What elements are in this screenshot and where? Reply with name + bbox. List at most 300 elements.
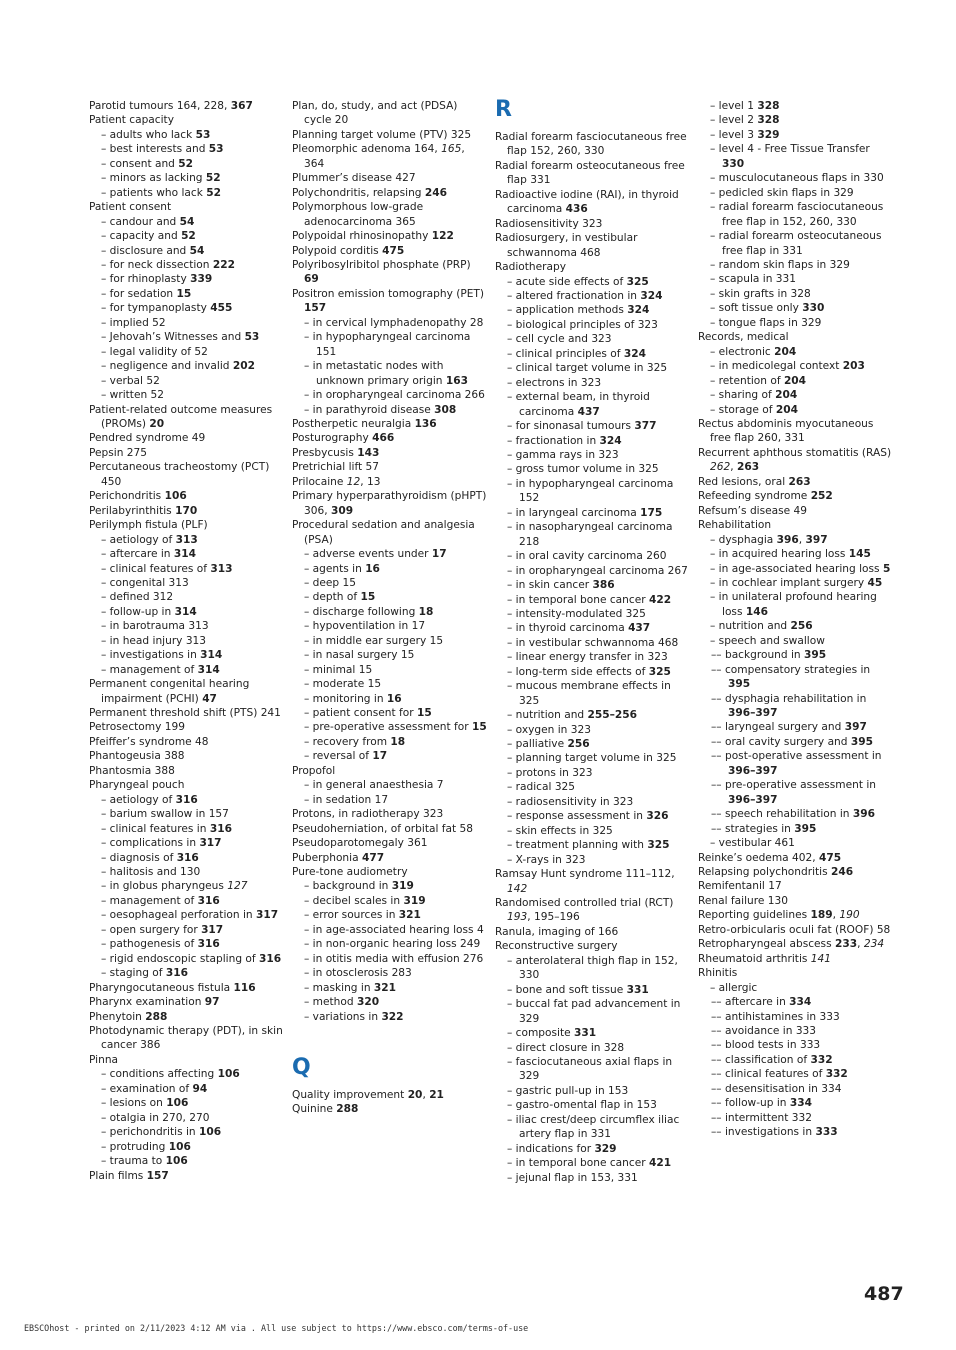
entry-text: best interests and [109, 143, 209, 156]
index-subentry: – best interests and 53 [101, 143, 224, 156]
entry-text: in age-associated hearing loss [718, 562, 883, 575]
page-ref-bold: 94 [192, 1082, 208, 1095]
entry-text: minimal 15 [312, 663, 373, 676]
entry-text: Records, medical [698, 331, 789, 344]
entry-text: compensatory strategies in [724, 663, 871, 676]
page-ref-bold: 203 [842, 360, 865, 373]
entry-text: Polychondritis, relapsing [292, 186, 425, 199]
index-subentry: – in non-organic hearing loss 249 [304, 938, 481, 951]
page-ref-bold: 314 [173, 548, 196, 561]
entry-text: written 52 [109, 389, 165, 402]
index-subentry: – allergic [710, 981, 758, 994]
entry-text: skin grafts in 328 [718, 287, 811, 300]
index-subentry: – in cochlear implant surgery 45 [710, 576, 883, 589]
entry-text: Polymorphous low-grade adenocarcinoma 365 [292, 201, 424, 228]
page-ref-bold: 328 [757, 114, 780, 127]
entry-text: investigations in [109, 649, 201, 662]
index-subentry: – in otitis media with effusion 276 [304, 952, 484, 965]
index-subentry: – application methods 324 [507, 304, 650, 317]
index-column-2 [292, 99, 488, 1117]
index-entry [292, 186, 488, 200]
entry-text: halitosis and 130 [109, 866, 201, 879]
entry-text: X-rays in 323 [515, 853, 586, 866]
index-subentry: – decibel scales in 319 [304, 894, 426, 907]
index-subentry: – clinical features in 316 [101, 822, 232, 835]
index-entry [292, 244, 488, 258]
index-subentry: –– desensitisation in 334 [711, 1082, 842, 1095]
entry-text: examination of [109, 1082, 193, 1095]
index-subentry: –– blood tests in 333 [711, 1039, 821, 1052]
entry-text: Randomised controlled trial (RCT) [495, 897, 674, 910]
entry-text: in hypopharyngeal carcinoma 151 [312, 331, 471, 358]
index-entry [292, 475, 488, 489]
entry-text: clinical principles of [515, 347, 624, 360]
index-entry [495, 260, 691, 274]
page-ref-bold: 396–397 [728, 707, 778, 720]
entry-text: fractionation in [515, 434, 600, 447]
index-subentry: – clinical features of 313 [101, 562, 233, 575]
index-entry [698, 518, 894, 532]
page-ref-bold: 334 [789, 996, 812, 1009]
index-subentry: – written 52 [101, 389, 165, 402]
index-entry [495, 896, 691, 925]
page-ref-bold: 324 [623, 347, 646, 360]
entry-text: Jehovah’s Witnesses and [109, 331, 245, 344]
index-subentry: – in skin cancer 386 [507, 579, 615, 592]
entry-text: in unilateral profound hearing loss [718, 591, 877, 618]
index-subentry: – in otosclerosis 283 [304, 967, 412, 980]
entry-text: pre-operative assessment in [724, 779, 876, 792]
index-entry [89, 446, 285, 460]
index-subentry: – skin grafts in 328 [710, 287, 811, 300]
index-entry [89, 113, 285, 127]
entry-text: lesions on [109, 1097, 167, 1110]
entry-text: Petrosectomy 199 [89, 721, 185, 734]
page-ref-bold: 314 [200, 649, 223, 662]
entry-text: moderate 15 [312, 678, 382, 691]
entry-text: Phantosmia 388 [89, 764, 175, 777]
entry-text: aetiology of [109, 793, 176, 806]
index-subentry: – in sedation 17 [304, 793, 389, 806]
page-ref-bold: 54 [189, 244, 205, 257]
entry-text: level 4 - Free Tissue Transfer [718, 143, 870, 156]
page-ref-bold: 395 [850, 735, 873, 748]
index-subentry: – planning target volume in 325 [507, 752, 677, 765]
entry-text: , 364 [304, 143, 465, 170]
index-subentry: – indications for 329 [507, 1142, 617, 1155]
index-subentry: – variations in 322 [304, 1010, 404, 1023]
index-subentry: – tongue flaps in 329 [710, 316, 822, 329]
page-ref-bold: 475 [818, 851, 842, 864]
index-subentry: – anterolateral thigh flap in 152, 330 [507, 954, 678, 982]
index-subentry: – adults who lack 53 [101, 128, 211, 141]
index-subentry: – halitosis and 130 [101, 866, 201, 879]
entry-text: Procedural sedation and analgesia (PSA) [292, 519, 475, 546]
index-subentry: – level 3 329 [710, 128, 780, 141]
index-subentry: – in acquired hearing loss 145 [710, 548, 871, 561]
page-ref-bold: 69 [304, 273, 319, 286]
entry-text: in temporal bone cancer [515, 1157, 649, 1170]
entry-text: Pharyngocutaneous fistula [89, 981, 234, 994]
index-subentry: – gross tumor volume in 325 [507, 463, 659, 476]
entry-text: Pleomorphic adenoma 164, [292, 143, 442, 156]
index-subentry: –– oral cavity surgery and 395 [711, 735, 873, 748]
entry-text: aftercare in [724, 996, 790, 1009]
entry-text: complications in [109, 837, 200, 850]
index-entry [292, 99, 488, 128]
page-ref-bold: 422 [648, 593, 672, 606]
entry-text: in otosclerosis 283 [312, 967, 412, 980]
entry-text: Radial forearm fasciocutaneous free flap 152, 260, 330 [495, 131, 687, 158]
index-subentry: – perichondritis in 106 [101, 1126, 222, 1139]
index-subentry: – oesophageal perforation in 317 [101, 909, 279, 922]
entry-text: radial forearm osteocutaneous free flap in 331 [718, 230, 882, 257]
index-subentry: – storage of 204 [710, 403, 798, 416]
index-subentry: – conditions affecting 106 [101, 1068, 240, 1081]
entry-text: in thyroid carcinoma [515, 622, 629, 635]
page-ref-bold: 316 [165, 967, 189, 980]
page-ref-bold: 325 [626, 275, 649, 288]
entry-text: in general anaesthesia 7 [312, 779, 444, 792]
entry-text: in nasal surgery 15 [312, 649, 415, 662]
index-entry [495, 159, 691, 188]
page-ref-bold: 339 [190, 273, 213, 286]
index-subentry: – composite 331 [507, 1027, 597, 1040]
page-ref-bold: 317 [199, 837, 222, 850]
index-subentry: –– background in 395 [711, 649, 827, 662]
index-subentry: – nutrition and 255–256 [507, 709, 638, 722]
page-ref-bold: 263 [788, 475, 811, 488]
index-subentry: – buccal fat pad advancement in 329 [507, 998, 681, 1025]
entry-text: Phenytoin [89, 1010, 146, 1023]
entry-text: in temporal bone cancer [515, 593, 649, 606]
entry-text: avoidance in 333 [724, 1025, 817, 1037]
page-ref-bold: 17 [372, 750, 388, 763]
entry-text: Perilabyrinthitis [89, 504, 176, 517]
page-ref-bold: 53 [208, 143, 224, 156]
page-ref-bold: 466 [372, 432, 395, 445]
page-ref-bold: 222 [212, 258, 235, 271]
index-subentry: – soft tissue only 330 [710, 302, 825, 315]
entry-text: mucous membrane effects in 325 [515, 680, 671, 707]
entry-text: biological principles of 323 [515, 318, 658, 331]
index-entry [292, 417, 488, 431]
index-subentry: – discharge following 18 [304, 605, 434, 618]
entry-text: Relapsing polychondritis [698, 866, 831, 879]
page-ref-bold: 317 [201, 923, 224, 936]
index-entry [292, 1102, 488, 1116]
index-subentry: – error sources in 321 [304, 909, 421, 922]
entry-text: radical 325 [515, 781, 576, 794]
entry-text: Quinine [292, 1103, 337, 1116]
entry-text: Planning target volume (PTV) 325 [292, 128, 472, 141]
index-entry [292, 171, 488, 185]
entry-text: discharge following [312, 605, 419, 618]
page-ref-bold: 122 [431, 230, 454, 243]
index-subentry: – nutrition and 256 [710, 620, 813, 633]
index-subentry: – follow-up in 314 [101, 605, 197, 618]
index-subentry: –– avoidance in 333 [711, 1025, 817, 1037]
entry-text: implied 52 [109, 316, 166, 329]
entry-text: verbal 52 [109, 374, 160, 387]
index-subentry: – in hypopharyngeal carcinoma 151 [304, 331, 471, 358]
entry-text: sharing of [718, 389, 776, 402]
page-ref-bold: 396 [776, 533, 799, 546]
entry-text: desensitisation in 334 [724, 1082, 842, 1095]
index-entry [89, 489, 285, 503]
index-entry [89, 431, 285, 445]
index-subentry: – aftercare in 314 [101, 548, 196, 561]
page-ref-bold: 397 [844, 721, 867, 734]
index-subentry: – in globus pharyngeus 127 [101, 880, 248, 893]
entry-text: in nasopharyngeal carcinoma 218 [515, 521, 673, 548]
index-subentry: –– intermittent 332 [711, 1111, 813, 1124]
page-ref-bold: 319 [391, 880, 414, 893]
page-ref-bold: 256 [567, 738, 590, 751]
index-subentry: – level 4 - Free Tissue Transfer 330 [710, 143, 870, 170]
index-subentry: – mucous membrane effects in 325 [507, 680, 671, 707]
index-entry [89, 518, 285, 532]
page-ref-italic: 193 [507, 911, 528, 924]
index-entry [292, 258, 488, 287]
index-subentry: –– investigations in 333 [711, 1126, 838, 1139]
page-ref-bold: 367 [230, 100, 253, 112]
page-ref-bold: 313 [210, 562, 233, 575]
page-ref-bold: 202 [232, 360, 256, 373]
entry-text: Photodynamic therapy (PDT), in skin cancer 386 [89, 1025, 283, 1052]
page-ref-bold: 15 [360, 591, 376, 604]
index-entry [89, 99, 285, 113]
entry-text: Reconstructive surgery [495, 940, 618, 953]
entry-text: scapula in 331 [718, 273, 796, 286]
entry-text: Plain films [89, 1169, 147, 1182]
index-subentry: – negligence and invalid 202 [101, 360, 256, 373]
entry-text: management of [109, 663, 198, 676]
index-subentry: – candour and 54 [101, 215, 195, 228]
index-entry [495, 130, 691, 159]
page-ref-bold: 106 [166, 1097, 189, 1110]
entry-text: level 3 [718, 128, 758, 141]
page-ref-bold: 322 [381, 1010, 404, 1023]
entry-text: musculocutaneous flaps in 330 [718, 172, 884, 185]
entry-text: in cochlear implant surgery [718, 576, 868, 589]
entry-text: management of [109, 894, 198, 907]
entry-text: planning target volume in 325 [515, 752, 677, 765]
index-subentry: – linear energy transfer in 323 [507, 651, 668, 664]
page-ref-bold: 334 [789, 1097, 812, 1110]
index-subentry: – masking in 321 [304, 981, 397, 994]
index-subentry: – for tympanoplasty 455 [101, 302, 233, 315]
index-subentry: – radial forearm fasciocutaneous free flap in 152, 260, 330 [710, 201, 884, 228]
index-subentry: – implied 52 [101, 316, 166, 329]
entry-text: Pretrichial lift 57 [292, 461, 380, 474]
index-subentry: – aetiology of 313 [101, 533, 198, 546]
index-entry [89, 1010, 285, 1024]
entry-text: random skin flaps in 329 [718, 258, 850, 271]
entry-text: defined 312 [109, 591, 174, 604]
index-subentry: – biological principles of 323 [507, 318, 658, 331]
entry-text: direct closure in 328 [515, 1041, 625, 1054]
index-subentry: –– classification of 332 [711, 1053, 833, 1066]
entry-text: agents in [312, 562, 366, 575]
index-subentry: – oxygen in 323 [507, 723, 591, 736]
entry-text: composite [515, 1027, 575, 1040]
index-subentry: – fasciocutaneous axial flaps in 329 [507, 1056, 673, 1083]
page-ref-bold: 332 [810, 1053, 833, 1066]
index-subentry: – hypoventilation in 17 [304, 620, 426, 633]
page-ref-bold: 316 [197, 938, 220, 951]
index-entry [89, 735, 285, 749]
index-subentry: – adverse events under 17 [304, 548, 447, 561]
index-subentry: –– antihistamines in 333 [711, 1010, 840, 1023]
index-entry [698, 446, 894, 475]
page-ref-bold: 106 [164, 490, 187, 503]
entry-text: Patient-related outcome measures (PROMs) [89, 403, 273, 430]
page-ref-bold: 455 [210, 302, 233, 315]
index-entry [495, 867, 691, 896]
entry-text: clinical target volume in 325 [515, 362, 668, 375]
page-ref-bold: 157 [146, 1169, 169, 1182]
index-entry [495, 231, 691, 260]
index-entry [292, 822, 488, 836]
index-subentry: – rigid endoscopic stapling of 316 [101, 952, 282, 965]
entry-text: altered fractionation in [515, 289, 641, 302]
page-ref-bold: 246 [424, 186, 448, 199]
entry-text: in barotrauma 313 [109, 620, 209, 633]
page-ref-bold: 329 [594, 1142, 617, 1155]
index-subentry: – investigations in 314 [101, 649, 223, 662]
entry-text: nutrition and [718, 620, 791, 633]
index-subentry: – agents in 16 [304, 562, 380, 575]
page-ref-bold: 332 [825, 1068, 848, 1081]
entry-text: Retropharyngeal abscess [698, 938, 835, 951]
entry-text: gastro-omental flap in 153 [515, 1099, 657, 1112]
page-ref-bold: 15 [471, 721, 487, 734]
entry-text: in sedation 17 [312, 793, 389, 806]
page-ref-bold: 316 [259, 952, 282, 965]
page-ref-bold: 314 [197, 663, 220, 676]
entry-text: in cervical lymphadenopathy 28 [312, 316, 484, 329]
index-subentry: – acute side effects of 325 [507, 275, 649, 288]
page-ref-bold: 326 [646, 810, 669, 823]
entry-text: Permanent congenital hearing impairment (PCHI) [89, 678, 250, 705]
entry-text: barium swallow in 157 [109, 808, 229, 821]
index-subentry: – speech and swallow [710, 634, 825, 647]
page-ref-bold: 316 [197, 894, 220, 907]
index-subentry: – in age-associated hearing loss 4 [304, 923, 484, 936]
page-ref-italic: 190 [839, 909, 860, 922]
page-ref-bold: 116 [233, 981, 256, 994]
page-ref-bold: 325 [648, 665, 671, 678]
entry-text: , [832, 909, 840, 922]
index-subentry: – trauma to 106 [101, 1155, 188, 1168]
entry-text: protons in 323 [515, 766, 593, 779]
index-subentry: –– dysphagia rehabilitation in 396–397 [711, 692, 867, 720]
index-subentry: – intensity-modulated 325 [507, 607, 646, 620]
page-ref-italic: 141 [810, 952, 832, 965]
entry-text: Red lesions, oral [698, 475, 789, 488]
index-entry [292, 764, 488, 778]
index-subentry: – moderate 15 [304, 678, 382, 691]
entry-text: clinical features of [724, 1068, 826, 1081]
entry-text: in medicolegal context [718, 360, 843, 373]
entry-text: nutrition and [515, 709, 588, 722]
index-subentry: – gastro-omental flap in 153 [507, 1099, 657, 1112]
entry-text: investigations in [724, 1126, 816, 1139]
index-subentry: –– clinical features of 332 [711, 1068, 848, 1081]
entry-text: deep 15 [312, 576, 357, 589]
index-subentry: – in thyroid carcinoma 437 [507, 622, 651, 635]
index-subentry: – response assessment in 326 [507, 810, 669, 823]
page-ref-bold: 106 [217, 1068, 240, 1081]
entry-text: treatment planning with [515, 839, 648, 852]
page-ref-bold: 20 [407, 1089, 423, 1101]
index-entry [292, 200, 488, 229]
index-subentry: – Jehovah’s Witnesses and 53 [101, 331, 260, 344]
entry-text: negligence and invalid [109, 360, 233, 373]
entry-text: intermittent 332 [724, 1111, 813, 1124]
index-subentry: – in metastatic nodes with unknown primary origin 163 [304, 360, 468, 387]
index-entry [292, 287, 488, 316]
entry-text: candour and [109, 215, 180, 228]
entry-text: response assessment in [515, 810, 647, 823]
entry-text: Polypoid corditis [292, 244, 383, 257]
index-entry [698, 879, 894, 893]
index-entry [495, 188, 691, 217]
entry-text: staging of [109, 967, 166, 980]
entry-text: , 195–196 [527, 911, 580, 924]
index-column-4 [698, 99, 894, 1140]
entry-text: Pinna [89, 1053, 119, 1066]
entry-text: , [422, 1089, 430, 1101]
page-ref-bold: 396–397 [728, 793, 778, 806]
entry-text: anterolateral thigh flap in 152, 330 [515, 954, 678, 982]
index-subentry: – skin effects in 325 [507, 824, 613, 837]
entry-text: Rheumatoid arthritis [698, 952, 811, 965]
index-subentry: – reversal of 17 [304, 750, 388, 763]
section-letter: Q [292, 1055, 311, 1080]
index-subentry: – vestibular 461 [710, 837, 795, 850]
entry-text: long-term side effects of [515, 665, 649, 678]
page-ref-italic: 234 [863, 938, 885, 951]
entry-text: masking in [312, 981, 374, 994]
page-ref-bold: 252 [810, 490, 833, 503]
index-entry [698, 851, 894, 865]
entry-text: adverse events under [312, 548, 432, 561]
entry-text: legal validity of 52 [109, 345, 208, 358]
page-ref-bold: 331 [574, 1027, 597, 1040]
page-ref-bold: 288 [145, 1010, 168, 1023]
page-ref-bold: 329 [757, 128, 780, 141]
page-ref-bold: 204 [783, 374, 807, 387]
entry-text: level 1 [718, 100, 758, 112]
entry-text: external beam, in thyroid carcinoma [515, 391, 650, 418]
page-ref-bold: 396 [852, 808, 876, 821]
entry-text: method [312, 996, 357, 1009]
index-subentry: – dysphagia 396, 397 [710, 533, 828, 546]
entry-text: Pseudoparotomegaly 361 [292, 837, 428, 850]
entry-text: follow-up in [109, 605, 175, 618]
index-subentry: – level 1 328 [710, 100, 780, 112]
page-ref-bold: 189 [810, 909, 833, 922]
entry-text: for sedation [109, 287, 177, 300]
entry-text: Ramsay Hunt syndrome 111–112, [495, 868, 675, 881]
page-ref-bold: 106 [168, 1140, 191, 1153]
page-ref-bold: 204 [775, 403, 798, 416]
index-subentry: – gastric pull-up in 153 [507, 1084, 629, 1097]
entry-text: background in [724, 649, 805, 662]
index-subentry: – in temporal bone cancer 421 [507, 1157, 672, 1170]
